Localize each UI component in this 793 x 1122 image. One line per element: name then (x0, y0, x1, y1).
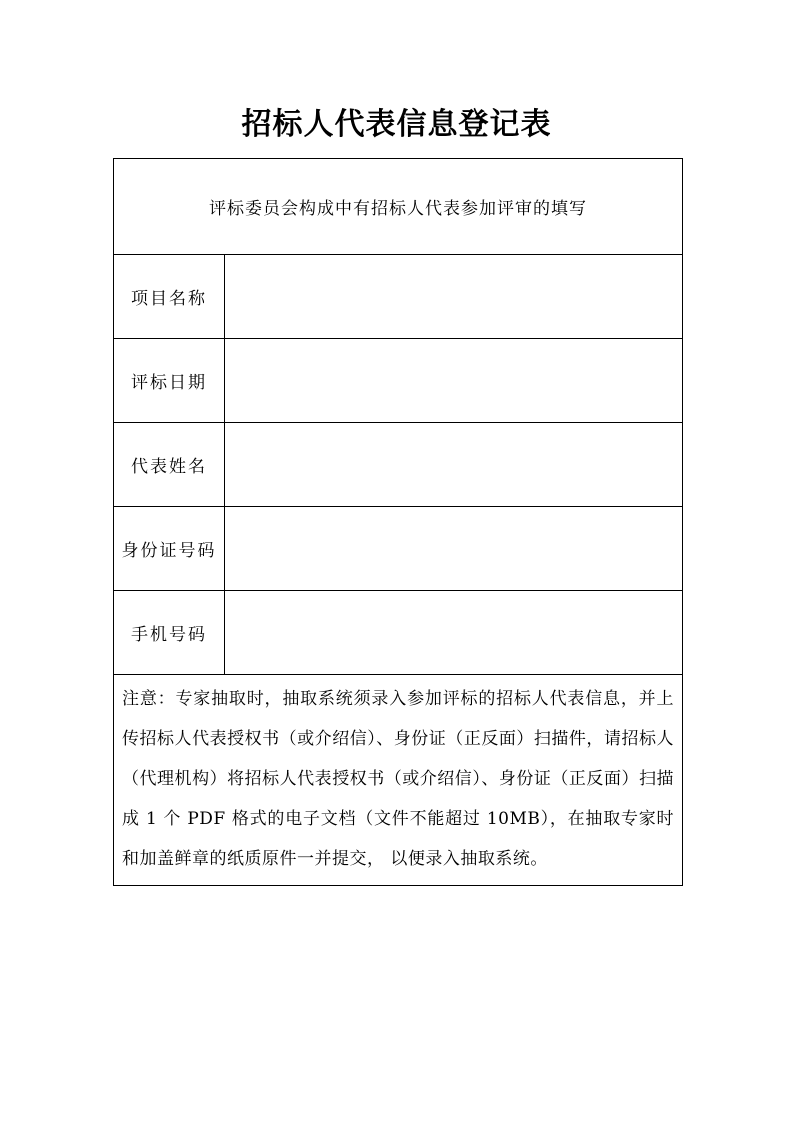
field-row-project-name (114, 255, 683, 339)
project-name-label: 项目名称 (114, 255, 225, 339)
field-row-phone-number (114, 591, 683, 675)
phone-number-field[interactable] (225, 591, 683, 675)
notice-row (114, 675, 683, 886)
registration-form-table (113, 158, 683, 886)
form-title: 招标人代表信息登记表 (241, 107, 552, 142)
field-row-id-number (114, 507, 683, 591)
representative-name-label: 代表姓名 (114, 423, 225, 507)
field-row-evaluation-date (114, 339, 683, 423)
representative-name-field[interactable] (225, 423, 683, 507)
id-number-label: 身份证号码 (114, 507, 225, 591)
notice-text: 注意：专家抽取时，抽取系统须录入参加评标的招标人代表信息，并上传招标人代表授权书（或介绍信）、身份证（正反面）扫描件，请招标人（代理机构）将招标人代表授权书（或介绍信）、身份证（正反面）扫描成 1 个 PDF 格式的电子文档（文件不能超过 10MB），在抽取专家时和加盖鲜章的纸质原件一并提交， 以便录入抽取系统。 (114, 675, 683, 886)
header-row (114, 159, 683, 255)
evaluation-date-field[interactable] (225, 339, 683, 423)
field-row-representative-name (114, 423, 683, 507)
id-number-field[interactable] (225, 507, 683, 591)
project-name-field[interactable] (225, 255, 683, 339)
evaluation-date-label: 评标日期 (114, 339, 225, 423)
phone-number-label: 手机号码 (114, 591, 225, 675)
header-note: 评标委员会构成中有招标人代表参加评审的填写 (114, 159, 683, 255)
